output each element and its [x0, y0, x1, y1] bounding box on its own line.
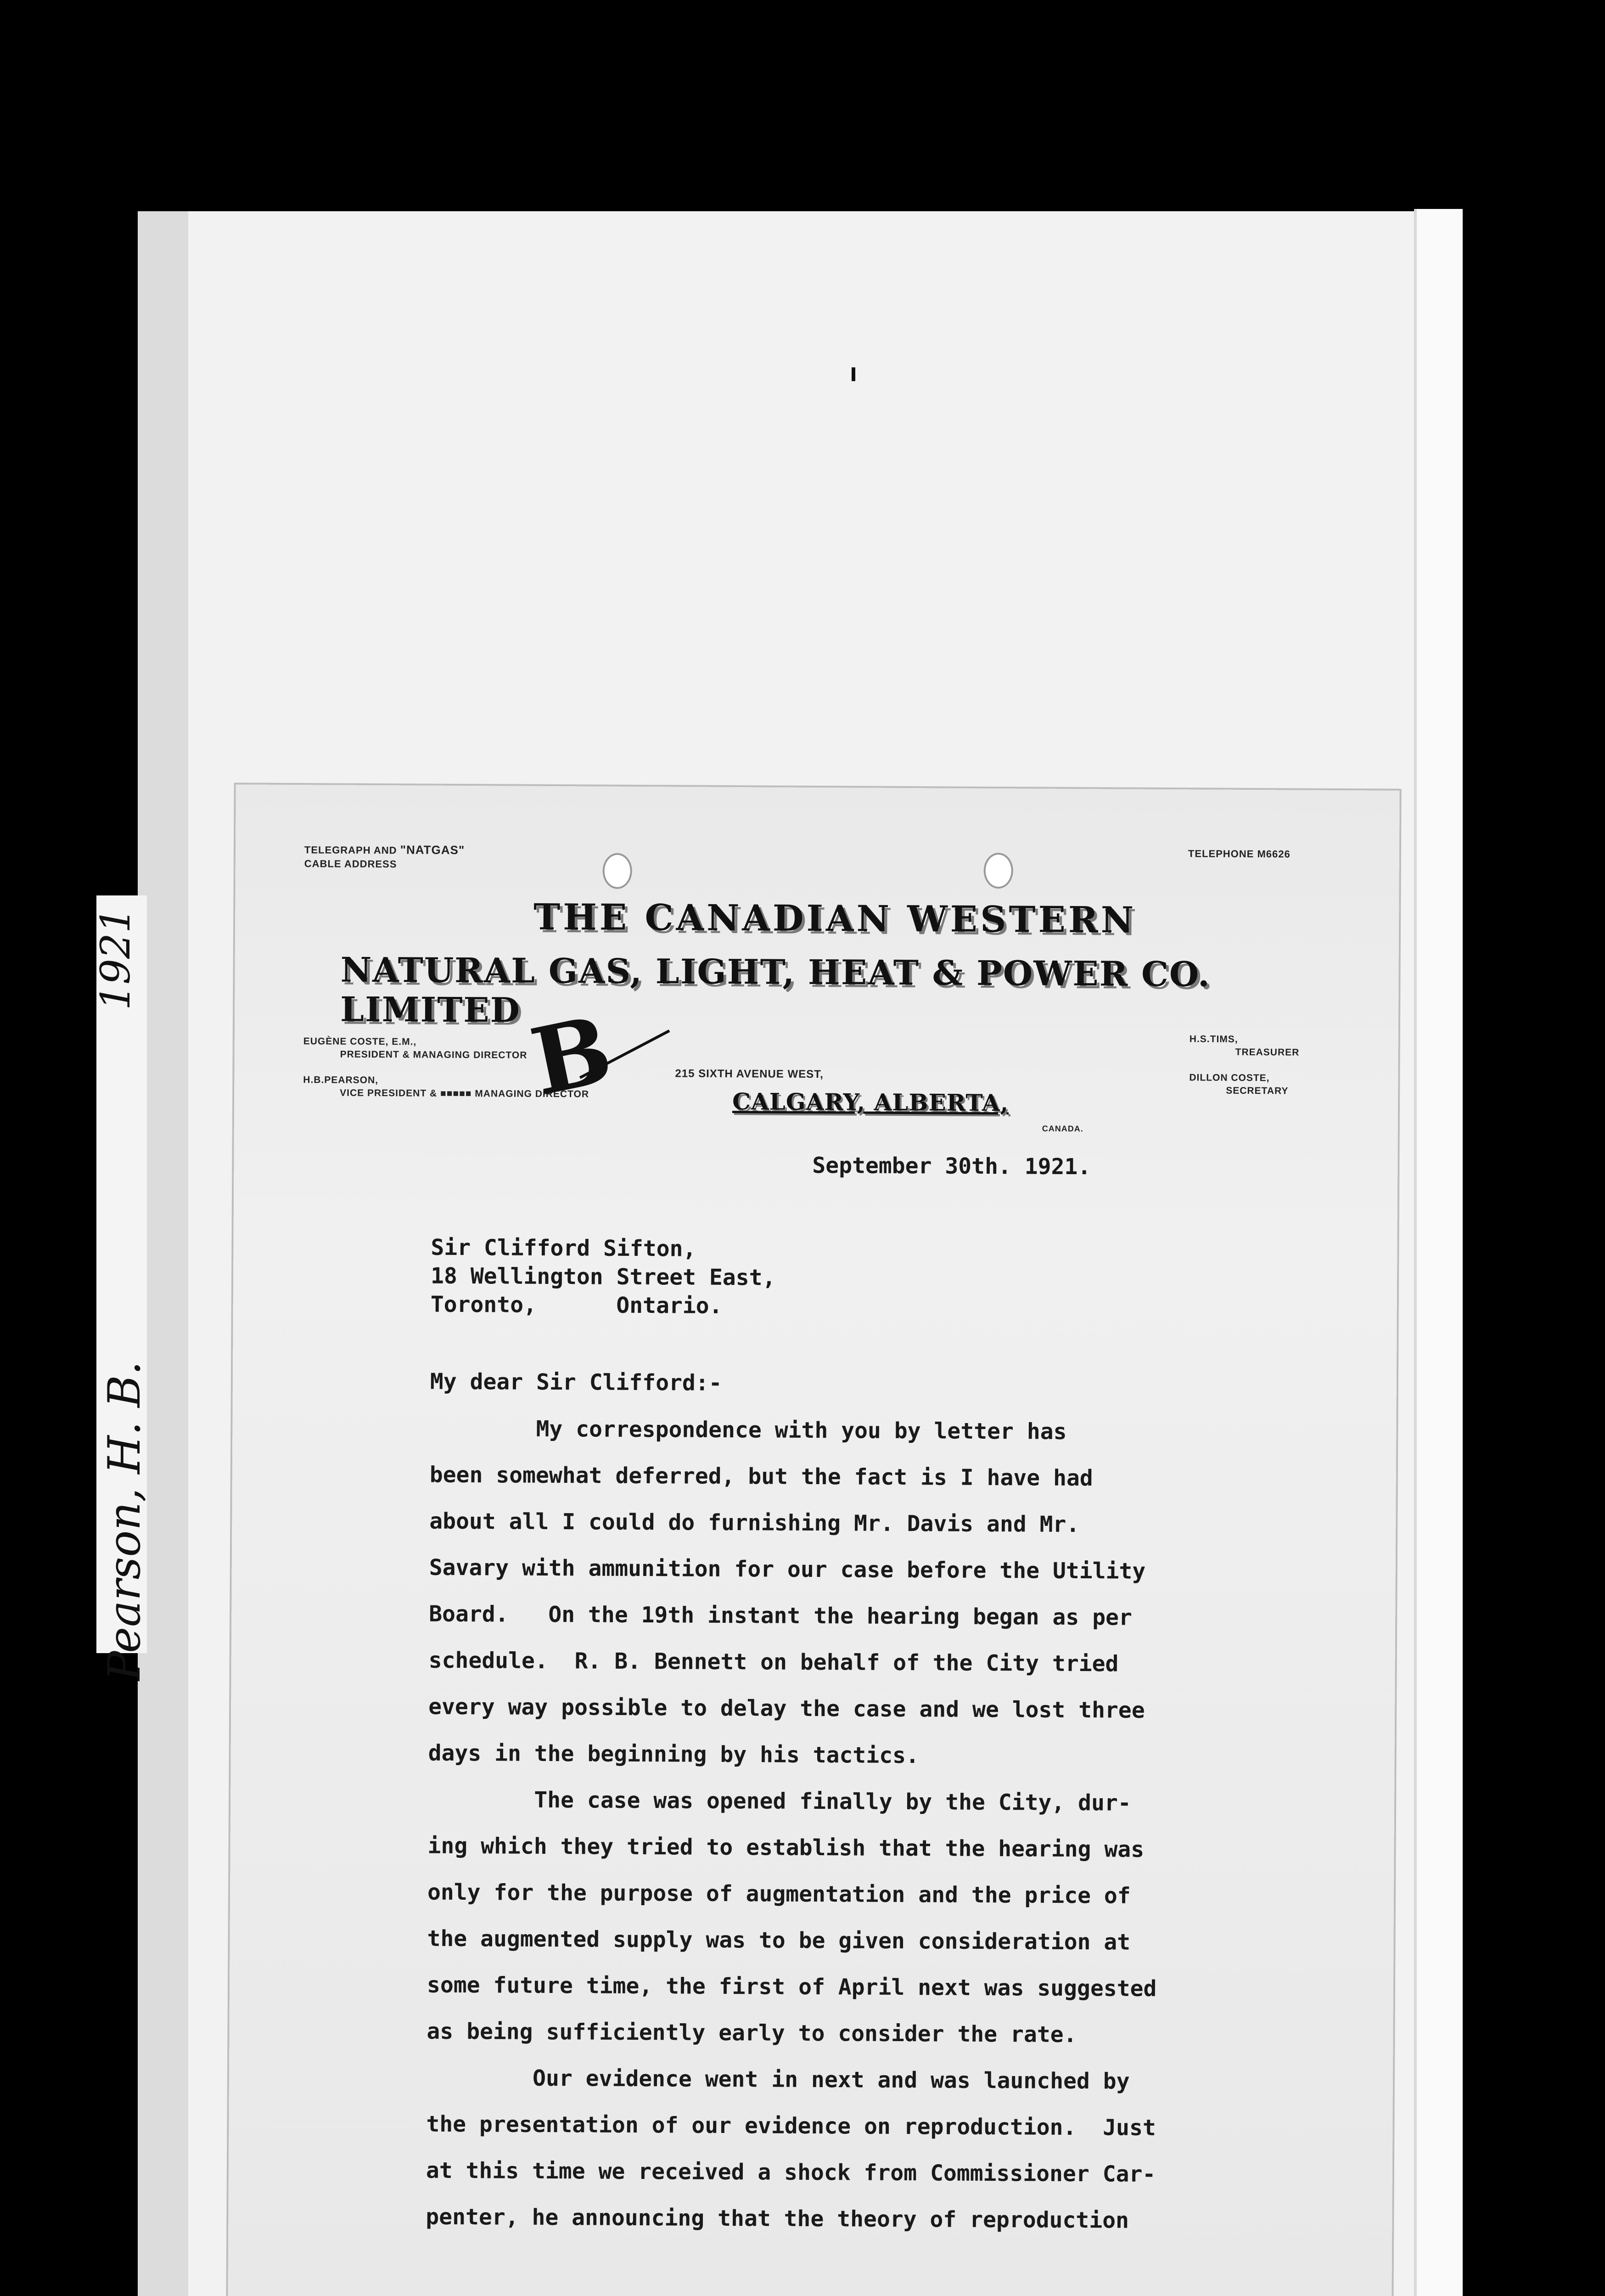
body-line: at this time we received a shock from Commissioner Car- — [426, 2157, 1156, 2187]
telegraph-value: "NATGAS" — [400, 843, 465, 857]
handwritten-b: B — [522, 995, 621, 1117]
folder-tab-name: Pearson, H. B. — [99, 1361, 150, 1681]
body-line: every way possible to delay the case and we lost three — [428, 1694, 1145, 1723]
officer3-name: H.S.TIMS, — [1189, 1034, 1238, 1045]
body-line: the presentation of our evidence on reproduction. Just — [426, 2111, 1156, 2141]
body-line: been somewhat deferred, but the fact is I have had — [429, 1462, 1093, 1491]
street-address: 215 SIXTH AVENUE WEST, — [675, 1067, 824, 1081]
body-line: Board. On the 19th instant the hearing began as per — [429, 1601, 1132, 1631]
officer1-name: EUGÈNE COSTE, E.M., — [303, 1036, 417, 1047]
recipient-block — [431, 1233, 776, 1321]
officer3-title: TREASURER — [1235, 1047, 1300, 1058]
folder-mark — [852, 367, 855, 381]
officer4-name: DILLON COSTE, — [1189, 1072, 1270, 1084]
body-line: the augmented supply was to be given consideration at — [427, 1925, 1131, 1955]
folder-right-edge — [1414, 209, 1463, 2296]
letter-body — [426, 1406, 1160, 2244]
telegraph-line2: CABLE ADDRESS — [304, 858, 397, 870]
body-line: The case was opened finally by the City, dur- — [427, 1786, 1131, 1816]
officer1-title: PRESIDENT & MANAGING DIRECTOR — [340, 1049, 528, 1061]
recipient-line: Sir Clifford Sifton, — [431, 1234, 696, 1262]
punch-hole-left — [603, 853, 632, 889]
body-line: Our evidence went in next and was launched by — [426, 2065, 1130, 2094]
salutation: My dear Sir Clifford:- — [430, 1368, 722, 1396]
country-name: CANADA. — [1042, 1124, 1083, 1134]
officer2-name: H.B.PEARSON, — [303, 1075, 379, 1086]
body-line: days in the beginning by his tactics. — [428, 1740, 920, 1769]
body-line: penter, he announcing that the theory of reproduction — [426, 2204, 1129, 2234]
body-line: schedule. R. B. Bennett on behalf of the City tried — [428, 1647, 1119, 1677]
letter-date: September 30th. 1921. — [812, 1152, 1091, 1180]
body-line: ing which they tried to establish that the hearing was — [427, 1833, 1145, 1863]
telegraph-line1: TELEGRAPH AND — [304, 844, 397, 856]
body-line: some future time, the first of April next was suggested — [427, 1972, 1157, 2002]
body-line: My correspondence with you by letter has — [430, 1415, 1067, 1445]
city-name: CALGARY, ALBERTA, — [732, 1088, 1009, 1117]
telephone-label: TELEPHONE M6626 — [1188, 848, 1291, 860]
officer4-title: SECRETARY — [1226, 1085, 1289, 1097]
right-officers — [1189, 1033, 1299, 1097]
recipient-line: Toronto, Ontario. — [430, 1291, 723, 1319]
body-line: Savary with ammunition for our case before the Utility — [429, 1554, 1146, 1584]
body-line: as being sufficiently early to consider the rate. — [427, 2018, 1077, 2048]
letter-page — [228, 784, 1399, 2296]
recipient-line: 18 Wellington Street East, — [430, 1263, 776, 1291]
company-name-line1: THE CANADIAN WESTERN — [533, 896, 1137, 941]
officer2-title: VICE PRESIDENT & ■■■■■ MANAGING DIRECTOR — [340, 1087, 589, 1100]
company-name-line2: NATURAL GAS, LIGHT, HEAT & POWER CO. LIMITED — [340, 950, 1211, 1030]
folder-tab-year: 1921 — [92, 907, 139, 1010]
body-line: about all I could do furnishing Mr. Davis and Mr. — [429, 1508, 1080, 1538]
body-line: only for the purpose of augmentation and the price of — [427, 1879, 1131, 1909]
punch-hole-right — [984, 853, 1013, 889]
telegraph-label — [304, 842, 465, 872]
